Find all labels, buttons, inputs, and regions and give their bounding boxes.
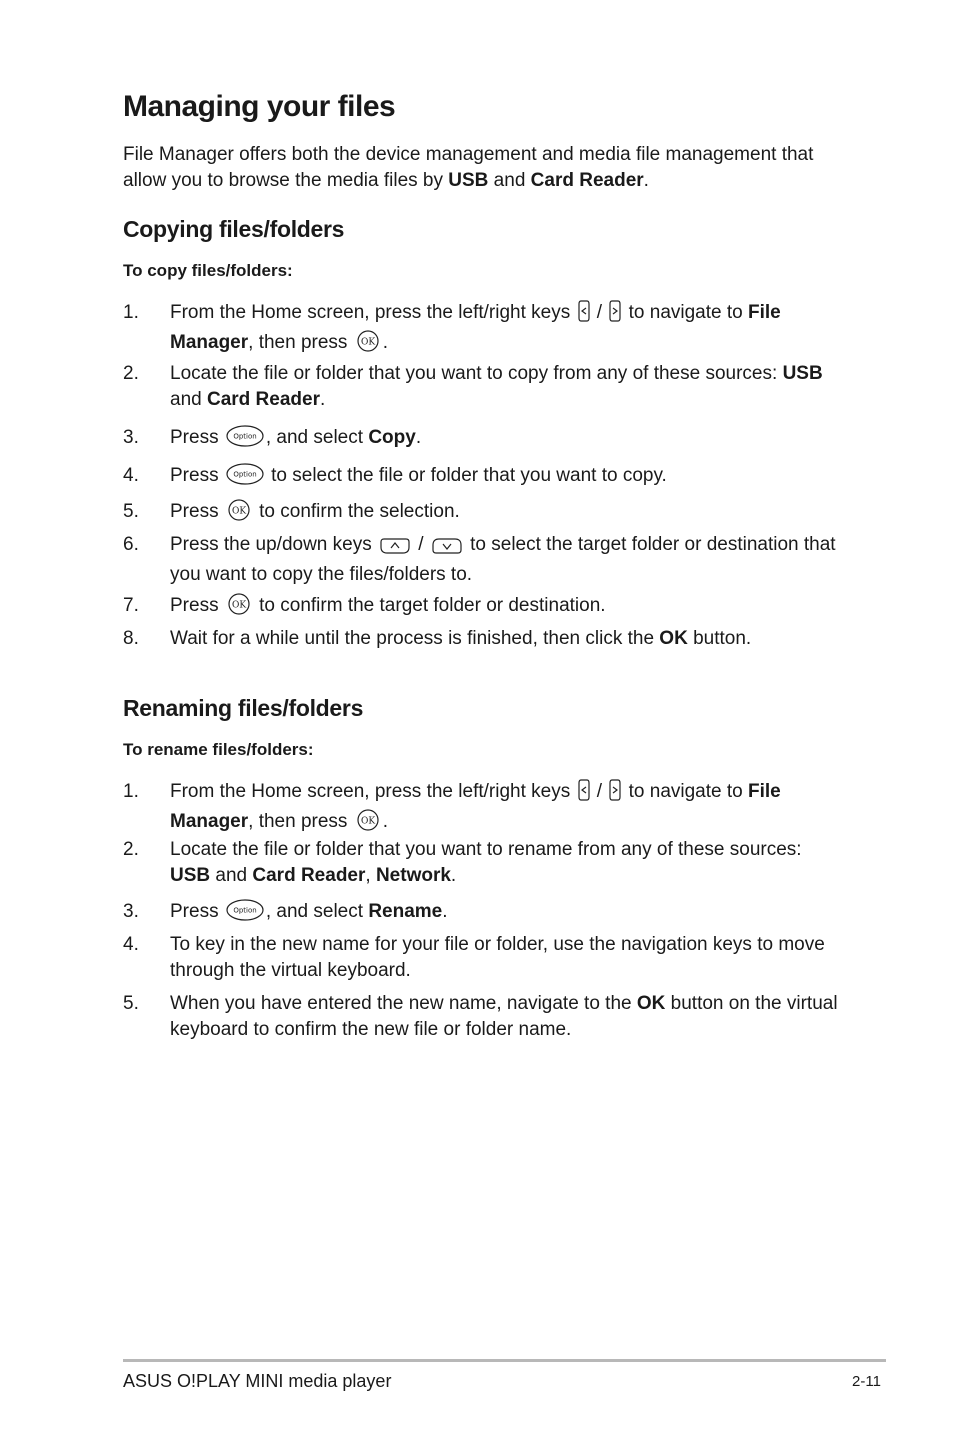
ok-key-label: OK xyxy=(360,337,375,348)
option-key-icon xyxy=(226,463,264,493)
footer-divider xyxy=(123,1359,886,1362)
footer-page-number: 2-11 xyxy=(852,1373,881,1390)
ok-key-label: OK xyxy=(231,506,246,517)
separator: / xyxy=(596,302,603,323)
step-text xyxy=(170,532,838,588)
option-key-label: Option xyxy=(233,432,257,441)
step-text-part: to confirm the selection. xyxy=(259,501,460,522)
copy-steps-label: To copy files/folders: xyxy=(123,261,293,280)
step-number: 8. xyxy=(123,628,139,649)
bold-usb: USB xyxy=(170,865,211,886)
step-number: 7. xyxy=(123,595,139,616)
step-number: 1. xyxy=(123,781,139,802)
step-text-part: Press xyxy=(170,465,219,486)
option-key-label: Option xyxy=(233,906,257,915)
bold-card-reader: Card Reader xyxy=(252,865,366,886)
intro-text: and xyxy=(488,170,531,191)
ok-key-icon xyxy=(226,499,252,529)
step-text-part: Locate the file or folder that you want to rename from any of these sources: xyxy=(170,839,802,860)
step-text-part: button. xyxy=(687,628,752,649)
step-text-part: . xyxy=(319,389,326,410)
step-text-part: to navigate to xyxy=(628,781,748,802)
step-text-part: to confirm the target folder or destination. xyxy=(259,595,606,616)
step-text-part: . xyxy=(382,332,388,353)
step-number: 1. xyxy=(123,302,139,323)
step-text xyxy=(170,837,838,889)
option-key-label: Option xyxy=(233,470,257,479)
step-text-part: , and select xyxy=(265,427,369,448)
step-number: 2. xyxy=(123,839,139,860)
step-text-part: and xyxy=(210,865,253,886)
step-text-part: From the Home screen, press the left/right keys xyxy=(170,781,571,802)
step-text-part: Press xyxy=(170,901,219,922)
ok-key-icon xyxy=(226,593,252,623)
step-number: 5. xyxy=(123,501,139,522)
intro-text: File Manager offers both the device management and media file management that allow you to browse the media files by xyxy=(123,144,814,191)
step-number: 2. xyxy=(123,363,139,384)
step-text-part: and xyxy=(170,389,207,410)
step-text xyxy=(170,593,838,623)
bold-file-manager: File Manager xyxy=(170,302,781,353)
step-text-part: Press xyxy=(170,595,219,616)
step-text-part: To key in the new name for your file or folder, use the navigation keys to move through the virtual keyboard. xyxy=(170,934,825,981)
step-text-part: , xyxy=(365,865,376,886)
step-text xyxy=(170,899,838,929)
ok-key-label: OK xyxy=(231,600,246,611)
intro-bold-usb: USB xyxy=(448,170,489,191)
separator: / xyxy=(418,534,424,555)
step-text xyxy=(170,300,838,360)
step-text-part: . xyxy=(382,811,388,832)
step-text-part: Wait for a while until the process is finished, then click the xyxy=(170,628,660,649)
step-number: 4. xyxy=(123,934,139,955)
step-text-part: Press the up/down keys xyxy=(170,534,372,555)
down-key-icon xyxy=(431,536,463,562)
step-text-part: button on the virtual keyboard to confirm the new file or folder name. xyxy=(170,993,838,1040)
intro-paragraph xyxy=(123,142,838,194)
step-text xyxy=(170,779,838,839)
left-key-icon xyxy=(578,779,590,809)
step-text-part: to select the file or folder that you want to copy. xyxy=(271,465,667,486)
separator: / xyxy=(596,781,603,802)
step-text-part: . xyxy=(450,865,457,886)
ok-key-icon xyxy=(355,809,381,839)
step-text-part: to navigate to xyxy=(628,302,748,323)
step-text-part: When you have entered the new name, navigate to the xyxy=(170,993,637,1014)
step-text xyxy=(170,932,838,984)
ok-key-icon xyxy=(355,330,381,360)
step-text-part: , then press xyxy=(248,332,348,353)
step-text-part: , and select xyxy=(265,901,369,922)
bold-copy: Copy xyxy=(368,427,416,448)
right-key-icon xyxy=(609,779,621,809)
copy-section-heading: Copying files/folders xyxy=(123,216,345,242)
step-text-part: Press xyxy=(170,501,219,522)
step-text xyxy=(170,626,838,652)
footer-product-name: ASUS O!PLAY MINI media player xyxy=(123,1371,392,1391)
step-number: 3. xyxy=(123,427,139,448)
step-text xyxy=(170,463,838,493)
ok-key-label: OK xyxy=(360,816,375,827)
bold-rename: Rename xyxy=(368,901,443,922)
right-key-icon xyxy=(609,300,621,330)
step-text xyxy=(170,361,838,413)
step-text-part: . xyxy=(415,427,422,448)
step-number: 6. xyxy=(123,534,139,555)
up-key-icon xyxy=(379,536,411,562)
rename-section-heading: Renaming files/folders xyxy=(123,695,364,721)
step-number: 3. xyxy=(123,901,139,922)
step-text-part: Press xyxy=(170,427,219,448)
bold-usb: USB xyxy=(782,363,823,384)
step-text xyxy=(170,425,838,455)
left-key-icon xyxy=(578,300,590,330)
bold-ok: OK xyxy=(659,628,688,649)
bold-ok: OK xyxy=(636,993,666,1014)
step-text xyxy=(170,499,838,529)
bold-card-reader: Card Reader xyxy=(206,389,320,410)
step-text-part: . xyxy=(442,901,448,922)
step-text-part: Locate the file or folder that you want to copy from any of these sources: xyxy=(170,363,783,384)
step-text-part: From the Home screen, press the left/right keys xyxy=(170,302,571,323)
rename-steps-label: To rename files/folders: xyxy=(123,740,314,759)
step-number: 4. xyxy=(123,465,139,486)
intro-text: . xyxy=(643,170,649,191)
option-key-icon xyxy=(226,425,264,455)
intro-bold-card-reader: Card Reader xyxy=(530,170,644,191)
bold-file-manager: File Manager xyxy=(170,781,781,832)
option-key-icon xyxy=(226,899,264,929)
step-text xyxy=(170,991,838,1043)
page-title: Managing your files xyxy=(123,90,396,123)
bold-network: Network xyxy=(375,865,451,886)
step-number: 5. xyxy=(123,993,139,1014)
step-text-part: to select the target folder or destination that you want to copy the files/folders to. xyxy=(170,534,836,585)
step-text-part: , then press xyxy=(248,811,348,832)
